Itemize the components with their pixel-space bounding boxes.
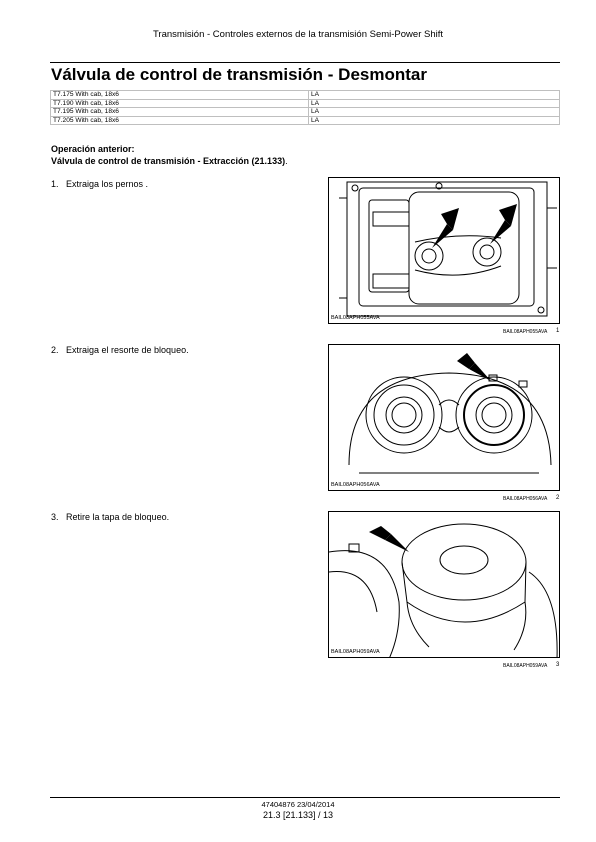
previous-operation-suffix: . [285,156,288,166]
model-cell: T7.195 With cab, 18x6 [51,108,309,117]
previous-operation [51,156,288,166]
step-text: Extraiga los pernos . [66,179,149,189]
figure-inner-label: BAIL08APH055AVA [331,315,380,321]
lock-cover-illustration [329,512,560,658]
region-cell: LA [309,116,560,125]
step-number: 2. [51,345,59,355]
lock-spring-illustration [329,345,560,491]
figure-number: 1 [556,328,560,334]
step-text: Retire la tapa de bloqueo. [66,512,170,522]
table-row [51,91,560,100]
footer-rule [50,797,560,798]
valve-bolts-illustration [329,178,560,324]
step-3 [51,512,169,522]
step-text: Extraiga el resorte de bloqueo. [66,345,189,355]
running-header: Transmisión - Controles externos de la transmisión Semi-Power Shift [152,29,444,40]
table-row [51,116,560,125]
figure-caption: BAIL08APH055AVA [503,329,548,335]
figure-2 [328,344,560,491]
figure-number: 3 [556,662,560,668]
figure-caption: BAIL08APH056AVA [503,496,548,502]
footer-document-ref: 47404876 23/04/2014 [261,800,335,809]
model-cell: T7.175 With cab, 18x6 [51,91,309,100]
figure-inner-label: BAIL08APH056AVA [331,482,380,488]
figure-1 [328,177,560,324]
previous-operation-link[interactable]: Válvula de control de transmisión - Extracción (21.133) [51,156,286,166]
step-number: 3. [51,512,59,522]
figure-number: 2 [556,495,560,501]
figure-3 [328,511,560,658]
models-table [50,90,560,125]
model-cell: T7.190 With cab, 18x6 [51,99,309,108]
figure-inner-label: BAIL08APH059AVA [331,649,380,655]
previous-operation-label: Operación anterior: [51,144,135,154]
step-number: 1. [51,179,59,189]
region-cell: LA [309,99,560,108]
table-row [51,108,560,117]
table-row [51,99,560,108]
step-1 [51,179,148,189]
model-cell: T7.205 With cab, 18x6 [51,116,309,125]
region-cell: LA [309,108,560,117]
figure-caption: BAIL08APH059AVA [503,663,548,669]
footer-page-ref: 21.3 [21.133] / 13 [262,810,334,820]
step-2 [51,345,189,355]
page-title: Válvula de control de transmisión - Desmontar [51,65,427,84]
title-rule [50,62,560,63]
region-cell: LA [309,91,560,100]
